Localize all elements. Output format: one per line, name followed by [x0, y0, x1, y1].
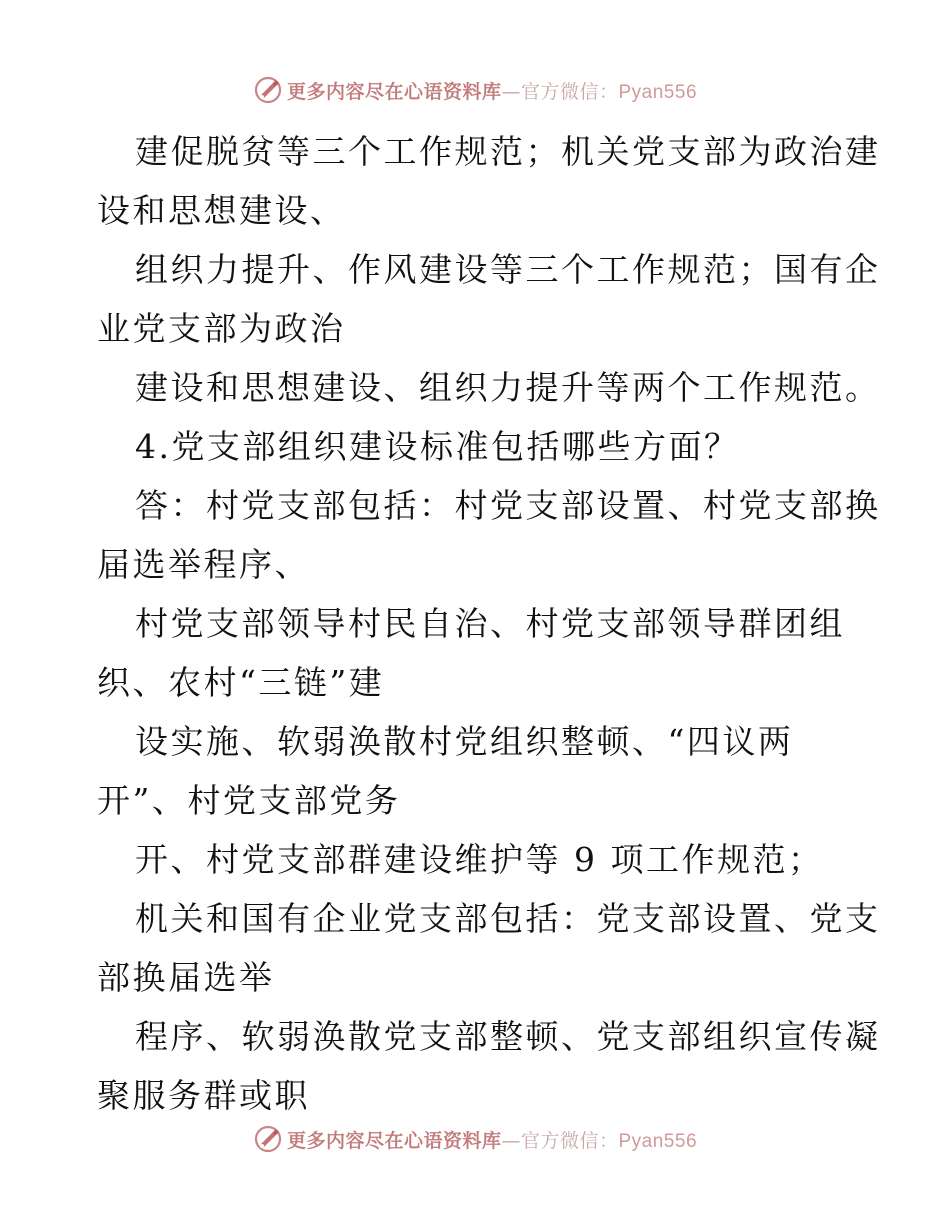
watermark-banner-bottom [0, 1121, 950, 1157]
text-line: 4.党支部组织建设标准包括哪些方面？ [135, 427, 740, 466]
text-line: 聚服务群或职 [97, 1076, 310, 1115]
pen-logo-icon [253, 75, 283, 105]
text-line: 村党支部领导村民自治、村党支部领导群团组 [135, 604, 845, 643]
text-line: 开”、村党支部党务 [97, 781, 401, 820]
text-line: 设和思想建设、 [97, 191, 346, 230]
text-line: 业党支部为政治 [97, 309, 346, 348]
watermark-label: 官方微信： [520, 1129, 619, 1152]
text-line: 建促脱贫等三个工作规范；机关党支部为政治建 [135, 132, 881, 171]
watermark-label: 官方微信： [520, 80, 619, 103]
text-line: 织、农村“三链”建 [97, 663, 385, 702]
text-line: 组织力提升、作风建设等三个工作规范；国有企 [135, 250, 881, 289]
watermark-main-text: 更多内容尽在心语资料库 [286, 1129, 502, 1152]
watermark-main-text: 更多内容尽在心语资料库 [286, 80, 502, 103]
pen-logo-icon [253, 1124, 283, 1154]
watermark-dash: — [501, 80, 521, 103]
text-line: 届选举程序、 [97, 545, 310, 584]
text-line: 程序、软弱涣散党支部整顿、党支部组织宣传凝 [135, 1017, 881, 1056]
document-body [97, 122, 881, 1125]
text-line: 开、村党支部群建设维护等 9 项工作规范； [135, 840, 824, 879]
text-line: 机关和国有企业党支部包括：党支部设置、党支 [135, 899, 881, 938]
watermark-wechat-id: Pyan556 [618, 81, 698, 103]
text-line: 部换届选举 [97, 958, 275, 997]
watermark-banner-top [0, 72, 950, 108]
text-line: 设实施、软弱涣散村党组织整顿、“四议两 [135, 722, 794, 761]
watermark-dash: — [501, 1129, 521, 1152]
text-line: 答：村党支部包括：村党支部设置、村党支部换 [135, 486, 881, 525]
text-line: 建设和思想建设、组织力提升等两个工作规范。 [135, 368, 881, 407]
watermark-wechat-id: Pyan556 [618, 1130, 698, 1152]
